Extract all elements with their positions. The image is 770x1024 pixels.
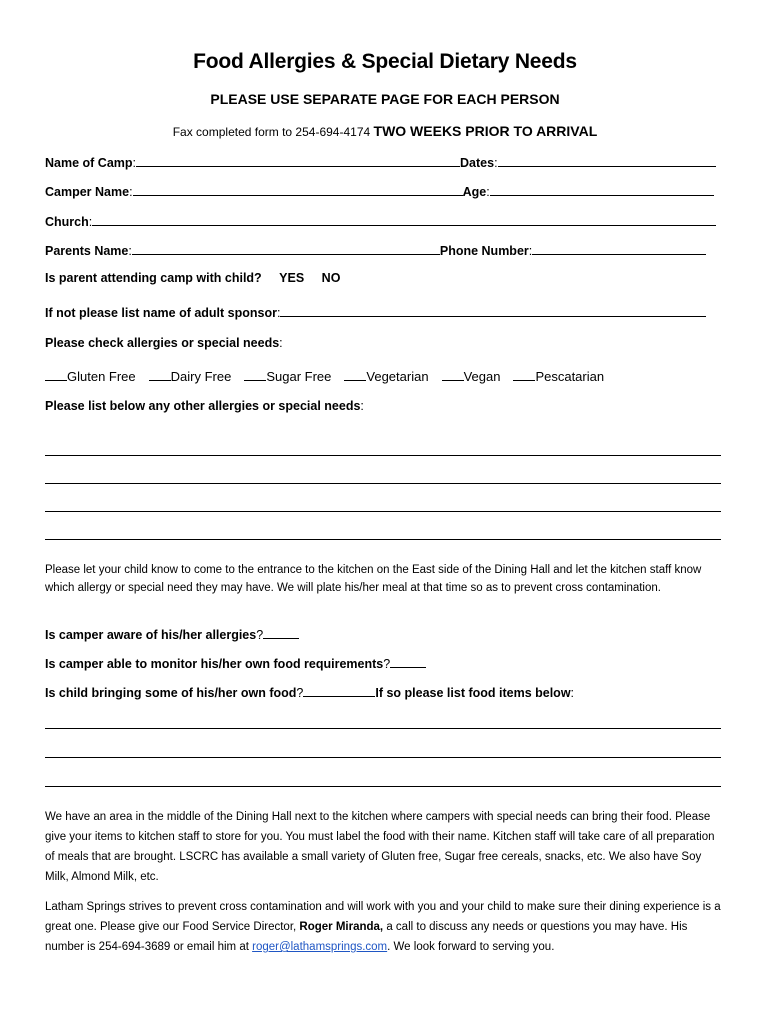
other-needs-line[interactable] bbox=[45, 511, 721, 512]
special-needs-area-paragraph: We have an area in the middle of the Dining Hall next to the kitchen where campers with special needs can bring their food. Please give your items to kitchen staff to store for you. You must label the food with their name. Kitchen staff will take care of all preparation of meals that are brought. LSCRC has available a small variety of Gluten free, Sugar free cereals, snacks, etc. We also have Soy Milk, Almond Milk, etc. bbox=[45, 811, 715, 883]
other-needs-line[interactable] bbox=[45, 455, 721, 456]
aware-answer-field[interactable] bbox=[263, 626, 299, 639]
aware-question: Is camper aware of his/her allergies bbox=[45, 628, 257, 642]
option-sugar-free[interactable] bbox=[244, 368, 331, 384]
monitor-row: Is camper able to monitor his/her own food requirements? bbox=[45, 655, 426, 671]
name-of-camp-field[interactable] bbox=[136, 154, 460, 167]
camper-row: Camper Name: Age: bbox=[45, 183, 714, 199]
bringing-row: Is child bringing some of his/her own food? If so please list food items below: bbox=[45, 686, 575, 700]
church-row: Church: bbox=[45, 213, 716, 229]
page-subtitle: PLEASE USE SEPARATE PAGE FOR EACH PERSON bbox=[210, 91, 560, 107]
name-of-camp-label: Name of Camp bbox=[45, 156, 133, 170]
age-label: Age bbox=[462, 185, 487, 199]
option-vegetarian[interactable] bbox=[344, 368, 428, 384]
adult-sponsor-field[interactable] bbox=[280, 304, 706, 317]
page-title: Food Allergies & Special Dietary Needs bbox=[193, 50, 577, 73]
option-dairy-free[interactable] bbox=[149, 368, 232, 384]
option-blank[interactable] bbox=[45, 368, 67, 381]
option-label: Vegetarian bbox=[366, 369, 429, 384]
allergy-options bbox=[45, 368, 617, 384]
monitor-answer-field[interactable] bbox=[390, 655, 426, 668]
contact-text-b: a call to discuss any needs or questions you may have. His number is 254-694-3689 or email him at bbox=[45, 921, 688, 953]
food-items-line[interactable] bbox=[45, 728, 721, 729]
contact-text-a: Latham Springs strives to prevent cross contamination and will work with you and your child to make sure their dining experience is a great one. Please give our Food Service Director, bbox=[45, 901, 721, 933]
age-field[interactable] bbox=[490, 183, 714, 196]
other-needs-label: Please list below any other allergies or special needs bbox=[45, 399, 361, 413]
option-label: Vegan bbox=[463, 369, 501, 384]
phone-number-label: Phone Number bbox=[439, 244, 529, 258]
kitchen-instruction: Please let your child know to come to the entrance to the kitchen on the East side of the Dining Hall and let the kitchen staff know which allergy or special need they may have. We will plate his/her meal at that time so as to prevent cross contamination. bbox=[45, 564, 702, 594]
bringing-question: Is child bringing some of his/her own food bbox=[45, 686, 297, 700]
church-field[interactable] bbox=[92, 213, 716, 226]
other-needs-line[interactable] bbox=[45, 539, 721, 540]
dates-field[interactable] bbox=[498, 154, 716, 167]
list-items-label: If so please list food items below bbox=[375, 686, 571, 700]
camper-name-label: Camper Name bbox=[45, 185, 130, 199]
parents-name-field[interactable] bbox=[132, 242, 440, 255]
parent-attending-label: Is parent attending camp with child? bbox=[45, 271, 262, 285]
phone-number-field[interactable] bbox=[532, 242, 706, 255]
no-option[interactable]: NO bbox=[321, 271, 341, 285]
food-items-line[interactable] bbox=[45, 786, 721, 787]
camper-name-field[interactable] bbox=[133, 183, 463, 196]
option-label: Dairy Free bbox=[170, 369, 232, 384]
contact-text-c: . We look forward to serving you. bbox=[387, 941, 555, 953]
option-label: Gluten Free bbox=[67, 369, 136, 384]
adult-sponsor-row: If not please list name of adult sponsor: bbox=[45, 304, 706, 320]
parents-name-label: Parents Name bbox=[45, 244, 129, 258]
option-label: Sugar Free bbox=[266, 369, 332, 384]
check-allergies-label: Please check allergies or special needs bbox=[45, 336, 280, 350]
option-blank[interactable] bbox=[149, 368, 171, 381]
parent-attending-row bbox=[45, 271, 340, 285]
dates-label: Dates bbox=[460, 156, 495, 170]
aware-row: Is camper aware of his/her allergies? bbox=[45, 626, 299, 642]
camp-row: Name of Camp: Dates: bbox=[45, 154, 716, 170]
yes-option[interactable]: YES bbox=[279, 271, 305, 285]
option-label: Pescatarian bbox=[535, 369, 605, 384]
food-items-line[interactable] bbox=[45, 757, 721, 758]
bringing-answer-field[interactable] bbox=[303, 684, 375, 697]
church-label: Church bbox=[45, 215, 89, 229]
other-needs-row: Please list below any other allergies or special needs: bbox=[45, 399, 364, 413]
fax-prefix: Fax completed form to 254-694-4174 bbox=[172, 125, 371, 139]
other-needs-line[interactable] bbox=[45, 483, 721, 484]
parents-row: Parents Name: Phone Number: bbox=[45, 242, 706, 258]
option-vegan[interactable] bbox=[442, 368, 501, 384]
monitor-question: Is camper able to monitor his/her own food requirements bbox=[45, 657, 384, 671]
option-blank[interactable] bbox=[244, 368, 266, 381]
contact-paragraph bbox=[45, 897, 725, 957]
fax-instruction bbox=[0, 123, 770, 139]
check-allergies-row: Please check allergies or special needs: bbox=[45, 336, 283, 350]
email-link[interactable]: roger@lathamsprings.com bbox=[252, 941, 388, 953]
adult-sponsor-label: If not please list name of adult sponsor bbox=[45, 306, 277, 320]
fax-deadline: TWO WEEKS PRIOR TO ARRIVAL bbox=[373, 123, 598, 139]
option-blank[interactable] bbox=[442, 368, 464, 381]
option-blank[interactable] bbox=[344, 368, 366, 381]
option-blank[interactable] bbox=[513, 368, 535, 381]
director-name: Roger Miranda, bbox=[299, 921, 384, 933]
option-pescatarian[interactable] bbox=[513, 368, 604, 384]
option-gluten-free[interactable] bbox=[45, 368, 136, 384]
